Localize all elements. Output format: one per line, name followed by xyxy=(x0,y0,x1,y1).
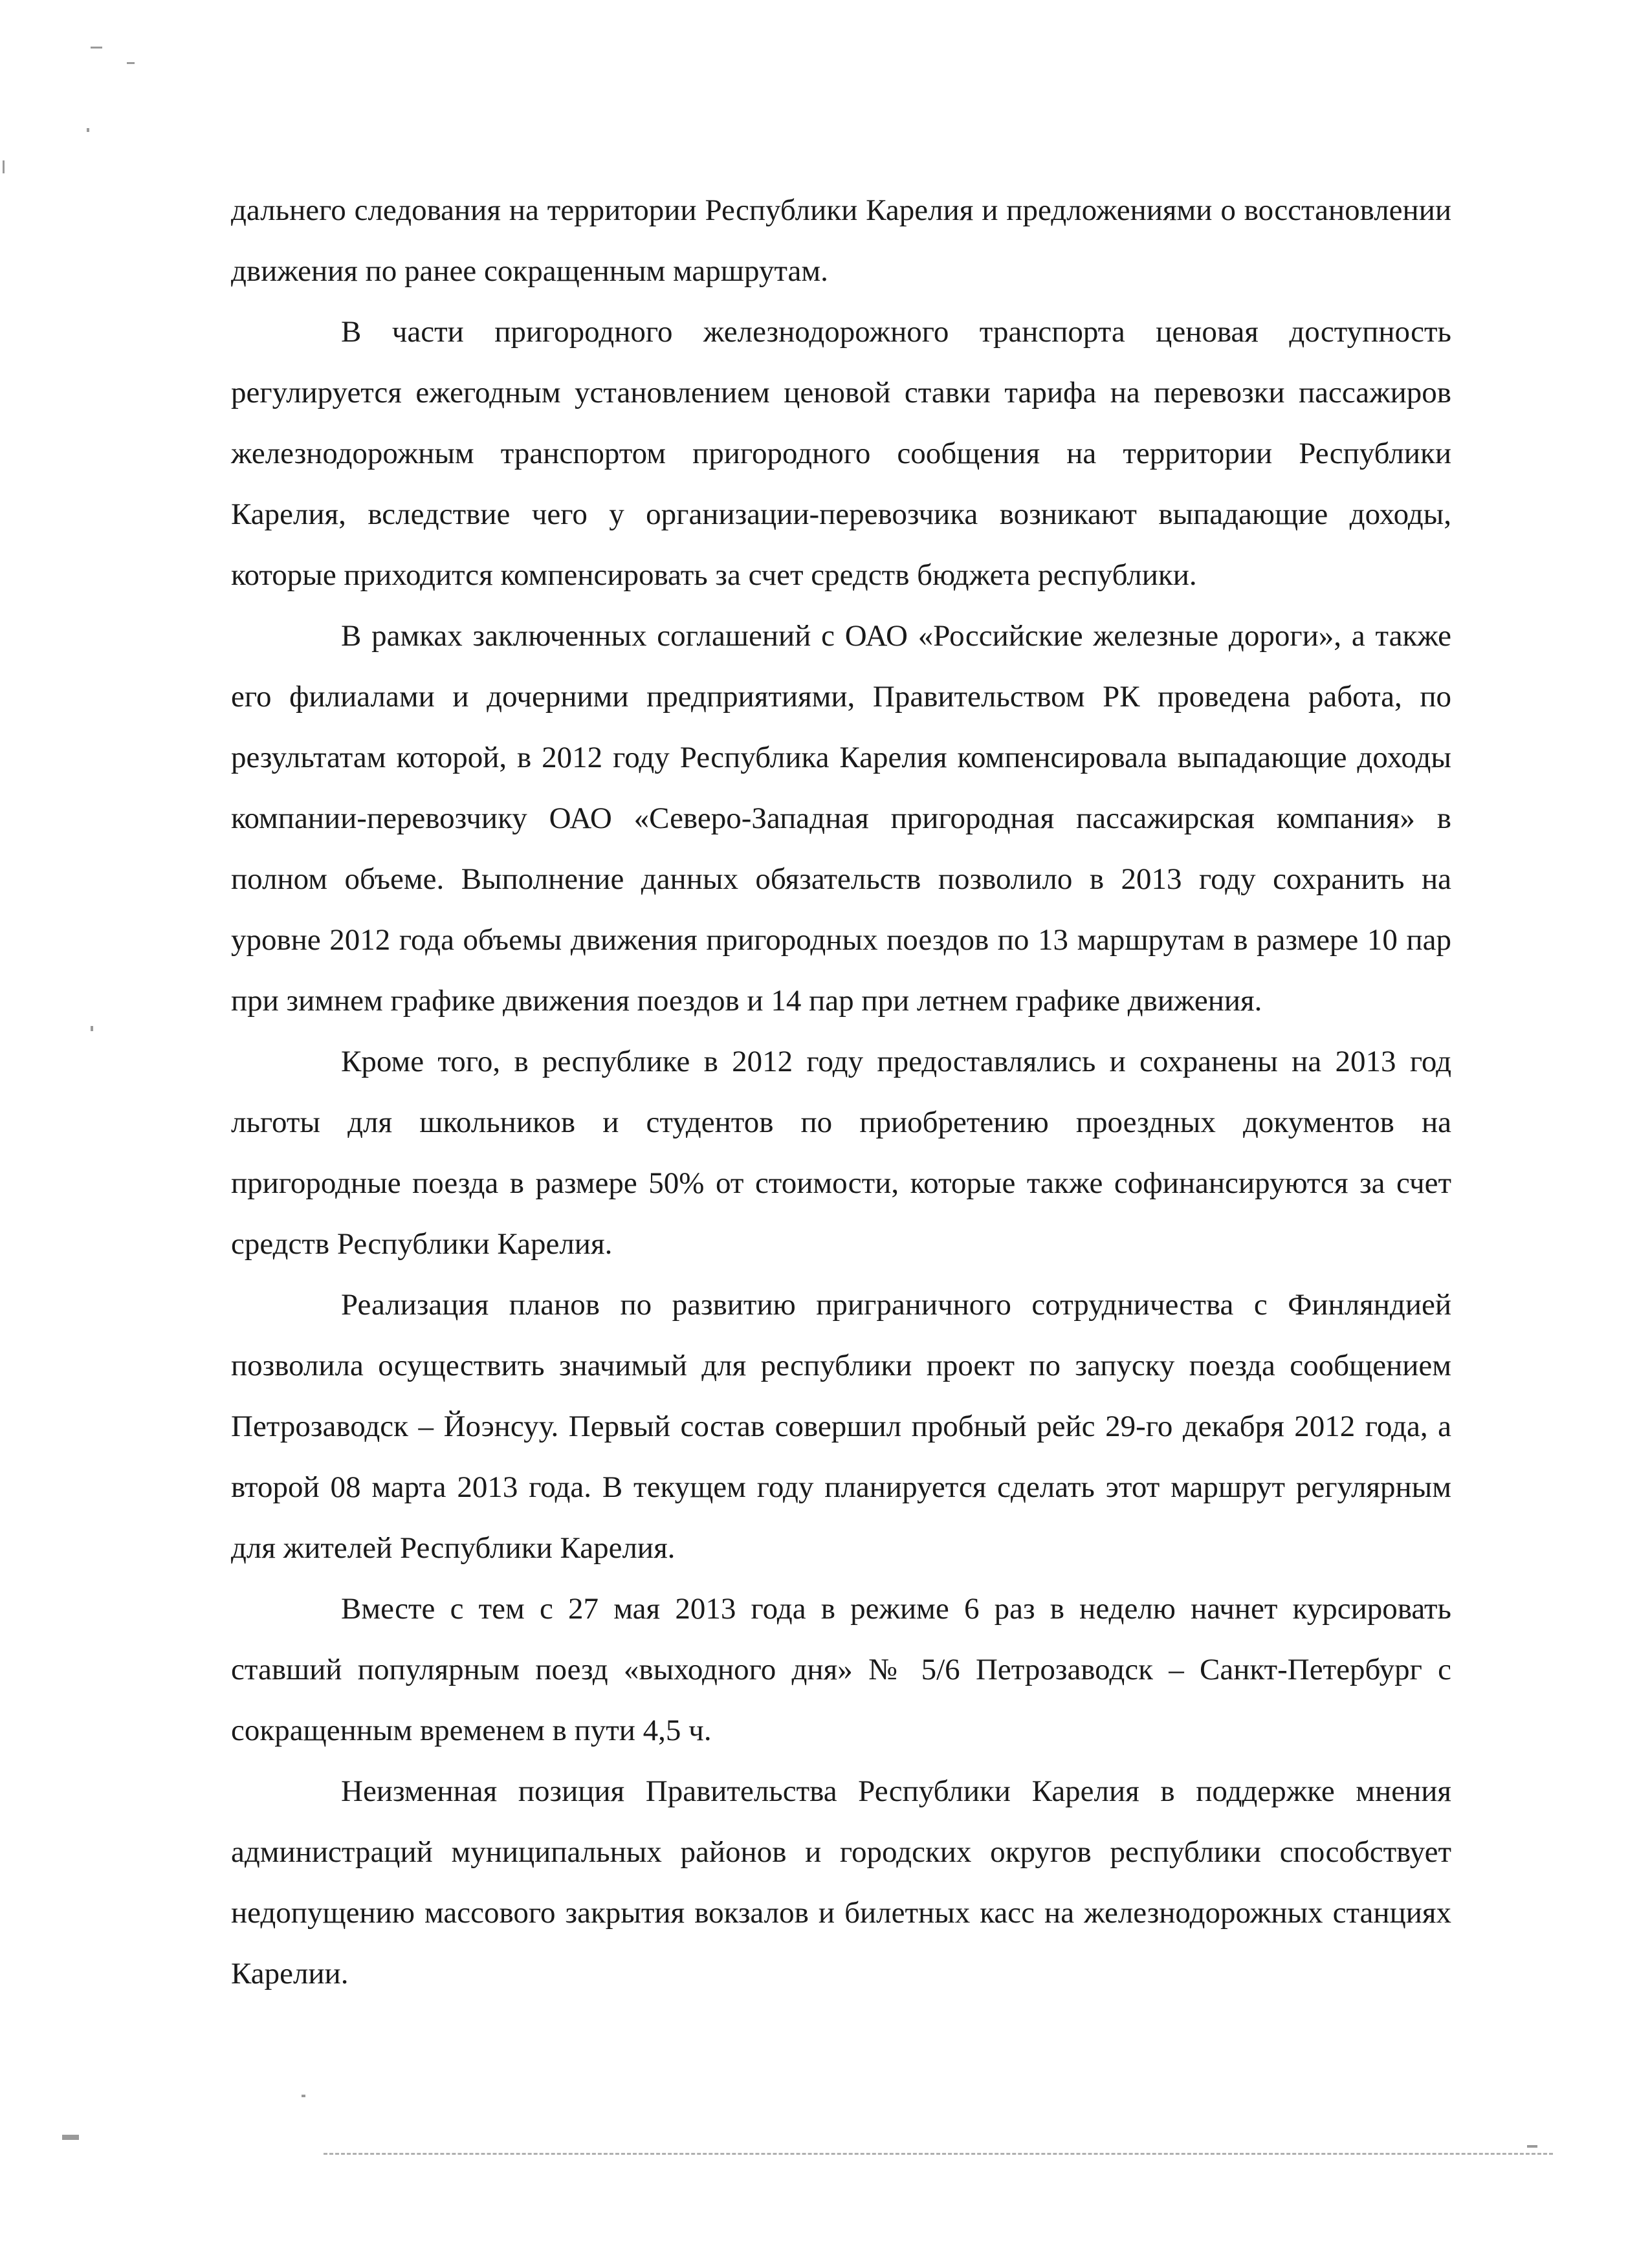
scan-speck xyxy=(127,62,135,64)
paragraph-5: Реализация планов по развитию приграничного сотрудничества с Финляндией позволила осуществить значимый для республики проект по запуску поезда сообщением Петрозаводск – Йоэнсуу. Первый состав совершил пробный рейс 29-го декабря 2012 года, а второй 08 марта 2013 года. В текущем году планируется сделать этот маршрут регулярным для жителей Республики Карелия. xyxy=(231,1288,1451,1565)
document-body xyxy=(231,180,1451,2004)
paragraph-7: Неизменная позиция Правительства Республики Карелия в поддержке мнения администраций муниципальных районов и городских округов республики способствует недопущению массового закрытия вокзалов и билетных касс на железнодорожных станциях Карелии. xyxy=(231,1774,1451,1990)
scan-speck xyxy=(3,160,5,173)
scan-speck xyxy=(1527,2145,1537,2148)
scan-speck xyxy=(87,128,89,132)
scan-speck xyxy=(62,2135,79,2140)
scan-speck xyxy=(91,47,102,49)
paragraph-3: В рамках заключенных соглашений с ОАО «Российские железные дороги», а также его филиалами и дочерними предприятиями, Правительством РК проведена работа, по результатам которой, в 2012 году Республика Карелия компенсировала выпадающие доходы компании-перевозчику ОАО «Северо-Западная пригородная пассажирская компания» в полном объеме. Выполнение данных обязательств позволило в 2013 году сохранить на уровне 2012 года объемы движения пригородных поездов по 13 маршрутам в размере 10 пар при зимнем графике движения поездов и 14 пар при летнем графике движения. xyxy=(231,619,1451,1018)
paragraph-2: В части пригородного железнодорожного транспорта ценовая доступность регулируется ежегодным установлением ценовой ставки тарифа на перевозки пассажиров железнодорожным транспортом пригородного сообщения на территории Республики Карелия, вследствие чего у организации-перевозчика возникают выпадающие доходы, которые приходится компенсировать за счет средств бюджета республики. xyxy=(231,315,1451,592)
scan-speck xyxy=(91,1026,93,1031)
paragraph-6: Вместе с тем с 27 мая 2013 года в режиме 6 раз в неделю начнет курсировать ставший популярным поезд «выходного дня» № 5/6 Петрозаводск – Санкт-Петербург с сокращенным временем в пути 4,5 ч. xyxy=(231,1592,1451,1747)
scan-speck xyxy=(302,2095,305,2097)
paragraph-4: Кроме того, в республике в 2012 году предоставлялись и сохранены на 2013 год льготы для школьников и студентов по приобретению проездных документов на пригородные поезда в размере 50% от стоимости, которые также софинансируются за счет средств Республики Карелия. xyxy=(231,1045,1451,1261)
paragraph-1: дальнего следования на территории Республики Карелия и предложениями о восстановлении движения по ранее сокращенным маршрутам. xyxy=(231,193,1451,288)
scan-bottom-rule xyxy=(324,2153,1553,2155)
